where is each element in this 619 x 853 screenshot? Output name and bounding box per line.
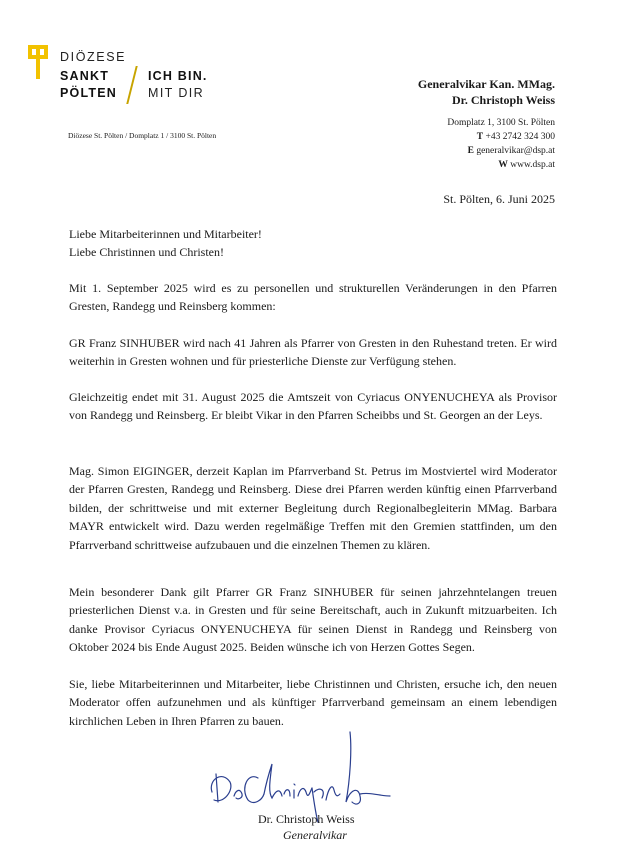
paragraph-5: Mein besonderer Dank gilt Pfarrer GR Franz SINHUBER für seinen jahrzehntelangen treuen priesterlichen Dienst v.a. in Gresten und für seine Bereitschaft, auch in Zukunft mitzuarbeiten. Ich danke Provisor Cyriacus ONYENUCHEYA für seinen Dienst in Randegg und Reinsberg von Oktober 2024 bis Ende August 2025. Beiden wünsche ich von Herzen Gottes Segen. [69, 585, 557, 655]
sender-name: Dr. Christoph Weiss [451, 93, 555, 107]
sender-title: Generalvikar Kan. MMag. [417, 77, 555, 91]
letter-date: St. Pölten, 6. Juni 2025 [443, 192, 555, 206]
paragraph-2: GR Franz SINHUBER wird nach 41 Jahren als Pfarrer von Gresten in den Ruhestand treten. Er wird weiterhin in Gresten wohnen und für priesterliche Dienste zur Verfügung stehen. [69, 336, 557, 369]
email-value[interactable]: generalvikar@dsp.at [476, 146, 555, 156]
logo-motto-line2: MIT DIR [148, 86, 205, 100]
contact-email [468, 145, 555, 159]
greeting-line-2: Liebe Christinnen und Christen! [69, 245, 224, 260]
paragraph-1: Mit 1. September 2025 wird es zu personellen und strukturellen Veränderungen in den Pfarren Gresten, Randegg und Reinsberg kommen: [69, 281, 557, 314]
phone-label: T [476, 132, 484, 142]
contact-address: Domplatz 1, 3100 St. Pölten [447, 118, 555, 128]
web-value[interactable]: www.dsp.at [510, 160, 555, 170]
greeting [69, 225, 557, 262]
contact-phone [477, 131, 555, 145]
signature-title: Generalvikar [283, 828, 347, 842]
web-label: W [498, 160, 508, 170]
paragraph-6: Sie, liebe Mitarbeiterinnen und Mitarbeiter, liebe Christinnen und Christen, ersuche ich, den neuen Moderator offen aufzunehmen und als künftiger Pfarrverband gemeinsam an einem lebendigen kirchlichen Leben in Ihren Pfarren zu bauen. [69, 677, 557, 728]
greeting-line-1: Liebe Mitarbeiterinnen und Mitarbeiter! [69, 227, 262, 241]
logo-sankt-text: SANKT [60, 69, 110, 83]
paragraph-4: Mag. Simon EIGINGER, derzeit Kaplan im Pfarrverband St. Petrus im Mostviertel wird Moderator der Pfarren Gresten, Randegg und Reinsberg. Diese drei Pfarren werden künftig einen Pfarrverband bilden, der schrittweise und mit externer Begleitung durch Regionalbegleiterin MMag. Barbara MAYR entwickelt wird. Dazu werden regelmäßige Treffen mit den Gremien stattfinden, um den Pfarrverband schrittweise aufzubauen und die einzelnen Themen zu klären. [69, 464, 557, 552]
contact-web [498, 159, 555, 173]
email-label: E [467, 146, 474, 156]
logo-poelten-text: PÖLTEN [60, 86, 117, 100]
diocese-logo-icon [28, 45, 48, 79]
phone-value: +43 2742 324 300 [485, 132, 555, 142]
paragraph-3: Gleichzeitig endet mit 31. August 2025 die Amtszeit von Cyriacus ONYENUCHEYA als Provisor von Randegg und Reinsberg. Er bleibt Vikar in den Pfarren Scheibbs und St. Georgen an der Leys. [69, 390, 557, 423]
return-address: Diözese St. Pölten / Domplatz 1 / 3100 St. Pölten [68, 131, 217, 140]
logo-motto-line1: ICH BIN. [148, 69, 208, 83]
signature-name: Dr. Christoph Weiss [258, 812, 355, 826]
logo-dioezese-text: DIÖZESE [60, 50, 127, 64]
logo-slash-divider [126, 66, 137, 104]
